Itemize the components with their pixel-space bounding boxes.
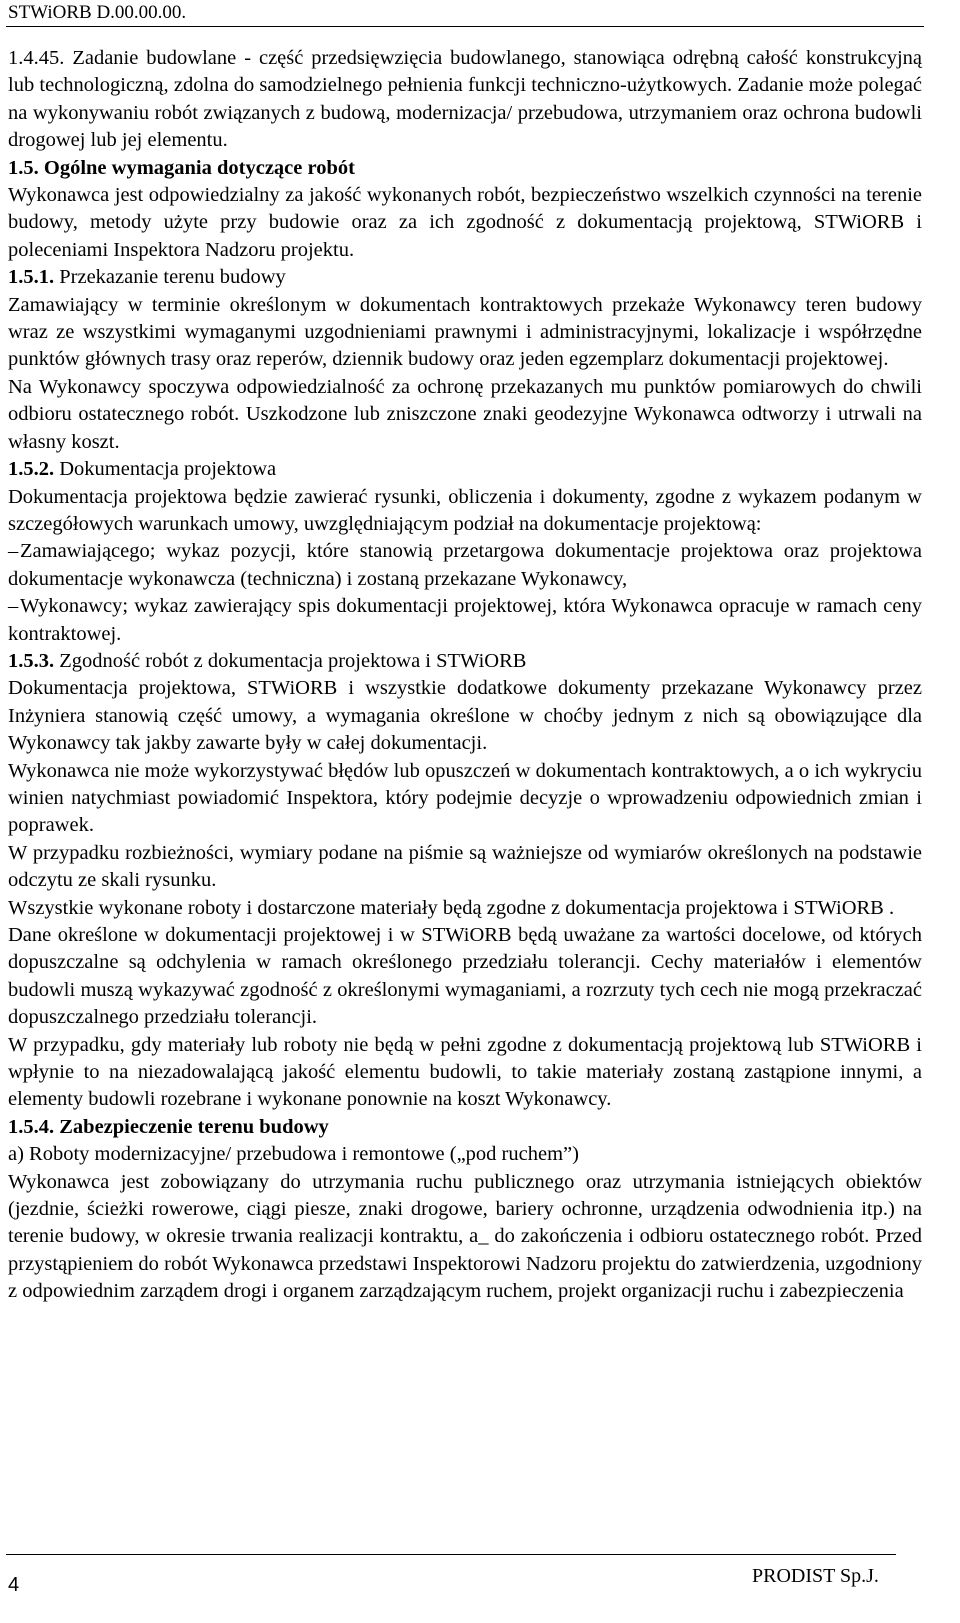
paragraph-text: Zadanie budowlane - część przedsięwzięcia budowlanego, stanowiąca odrębną całość konstrukcyjną lub technologiczną, zdolna do samodzielnego pełnienia funkcji techniczno-użytkowych. Zadanie może polegać na wykonywaniu robót związanych z budową, modernizacja/ przebudowa, utrzymaniem oraz ochrona budowli drogowej lub jej elementu. bbox=[8, 47, 922, 152]
paragraph: W przypadku rozbieżności, wymiary podane na piśmie są ważniejsze od wymiarów określonych na podstawie odczytu ze skali rysunku. bbox=[8, 841, 922, 892]
section-title: Zabezpieczenie terenu budowy bbox=[54, 1115, 329, 1138]
list-item bbox=[8, 593, 922, 648]
section-heading-1-5-1 bbox=[8, 264, 922, 291]
paragraph: Wykonawca jest zobowiązany do utrzymania ruchu publicznego oraz utrzymania istniejących obiektów (jezdnie, ścieżki rowerowe, ciągi piesze, znaki drogowe, bariery ochronne, urządzenia odwodnienia itp.) na terenie budowy, w okresie trwania realizacji kontraktu, a_ do zakończenia i odbioru ostatecznego robót. Przed przystąpieniem do robót Wykonawca przedstawi Inspektorowi Nadzoru projektu do zatwierdzenia, uzgodniony z odpowiednim zarządem drogi i organem zarządzającym ruchem, projekt organizacji ruchu i zabezpieczenia bbox=[8, 1170, 922, 1303]
paragraph: Wszystkie wykonane roboty i dostarczone materiały będą zgodne z dokumentacja projektowa i STWiORB . bbox=[8, 896, 895, 919]
dash-bullet: – bbox=[8, 540, 19, 563]
page-number: 4 bbox=[8, 1574, 20, 1596]
paragraph: Wykonawca nie może wykorzystywać błędów lub opuszczeń w dokumentach kontraktowych, a o ich wykryciu winien natychmiast powiadomić Inspektora, który podejmie decyzje o wprowadzeniu odpowiednich zmian i poprawek. bbox=[8, 759, 922, 837]
section-title: Dokumentacja projektowa bbox=[54, 458, 277, 481]
section-heading-1-5-3 bbox=[8, 648, 922, 675]
section-number: 1.5.1. bbox=[8, 266, 55, 289]
footer-divider bbox=[6, 1554, 896, 1555]
section-title: Ogólne wymagania dotyczące robót bbox=[38, 156, 355, 179]
section-title: Przekazanie terenu budowy bbox=[54, 266, 286, 289]
paragraph: Zamawiający w terminie określonym w dokumentach kontraktowych przekaże Wykonawcy teren budowy wraz ze wszystkimi wymaganymi uzgodnieniami prawnymi i administracyjnymi, lokalizacje i współrzędne punktów głównych trasy oraz reperów, dziennik budowy oraz jeden egzemplarz dokumentacji projektowej. bbox=[8, 293, 922, 371]
section-heading-1-5 bbox=[8, 155, 922, 182]
list-item-text: Zamawiającego; wykaz pozycji, które stanowią przetargowa dokumentacje projektowa oraz projektowa dokumentacje wykonawcza (techniczna) i zostaną przekazane Wykonawcy, bbox=[8, 540, 922, 590]
section-number: 1.5.3. bbox=[8, 649, 55, 672]
paragraph-1-4-45 bbox=[8, 45, 922, 155]
dash-bullet: – bbox=[8, 595, 19, 618]
section-heading-1-5-2 bbox=[8, 456, 922, 483]
company-name: PRODIST Sp.J. bbox=[752, 1565, 879, 1587]
list-item bbox=[8, 538, 922, 593]
section-number: 1.5.2. bbox=[8, 458, 55, 481]
paragraph: Dane określone w dokumentacji projektowej i w STWiORB będą uważane za wartości docelowe, od których dopuszczalne są odchylenia w ramach określonego przedziału tolerancji. Cechy materiałów i elementów budowli muszą wykazywać zgodność z określonymi wymaganiami, a rozrzuty tych cech nie mogą przekraczać dopuszczalnego przedziału tolerancji. bbox=[8, 924, 922, 1029]
page-header bbox=[8, 1, 952, 25]
paragraph: a) Roboty modernizacyjne/ przebudowa i remontowe („pod ruchem”) bbox=[8, 1143, 579, 1166]
paragraph: Dokumentacja projektowa będzie zawierać rysunki, obliczenia i dokumenty, zgodne z wykazem podanym w szczegółowych warunkach umowy, uwzględniającym podział na dokumentacje projektową: bbox=[8, 485, 922, 535]
document-code: STWiORB D.00.00.00. bbox=[8, 2, 187, 23]
section-number: 1.5.4. bbox=[8, 1115, 55, 1138]
paragraph: W przypadku, gdy materiały lub roboty nie będą w pełni zgodne z dokumentacją projektową lub STWiORB i wpłynie to na niezadowalającą jakość elementu budowli, to takie materiały zostaną zastąpione innymi, a elementy budowli rozebrane i wykonane ponownie na koszt Wykonawcy. bbox=[8, 1033, 922, 1111]
paragraph: Na Wykonawcy spoczywa odpowiedzialność za ochronę przekazanych mu punktów pomiarowych do chwili odbioru ostatecznego robót. Uszkodzone lub zniszczone znaki geodezyjne Wykonawca odtworzy i utrwali na własny koszt. bbox=[8, 375, 922, 453]
section-heading-1-5-4 bbox=[8, 1114, 922, 1141]
clause-number: 1.4.45. bbox=[8, 47, 65, 69]
paragraph: Wykonawca jest odpowiedzialny za jakość wykonanych robót, bezpieczeństwo wszelkich czynności na terenie budowy, metody użyte przy budowie oraz za ich zgodność z dokumentacją projektową, STWiORB i poleceniami Inspektora Nadzoru projektu. bbox=[8, 184, 922, 261]
paragraph: Dokumentacja projektowa, STWiORB i wszystkie dodatkowe dokumenty przekazane Wykonawcy przez Inżyniera stanowią część umowy, a wymagania określone w choćby jednym z nich są obowiązujące dla Wykonawcy tak jakby zawarte były w całej dokumentacji. bbox=[8, 677, 922, 755]
header-divider bbox=[6, 26, 924, 27]
section-title: Zgodność robót z dokumentacja projektowa i STWiORB bbox=[54, 649, 527, 672]
section-number: 1.5. bbox=[8, 156, 39, 179]
document-body bbox=[8, 45, 922, 1306]
list-item-text: Wykonawcy; wykaz zawierający spis dokumentacji projektowej, która Wykonawca opracuje w ramach ceny kontraktowej. bbox=[8, 595, 922, 645]
